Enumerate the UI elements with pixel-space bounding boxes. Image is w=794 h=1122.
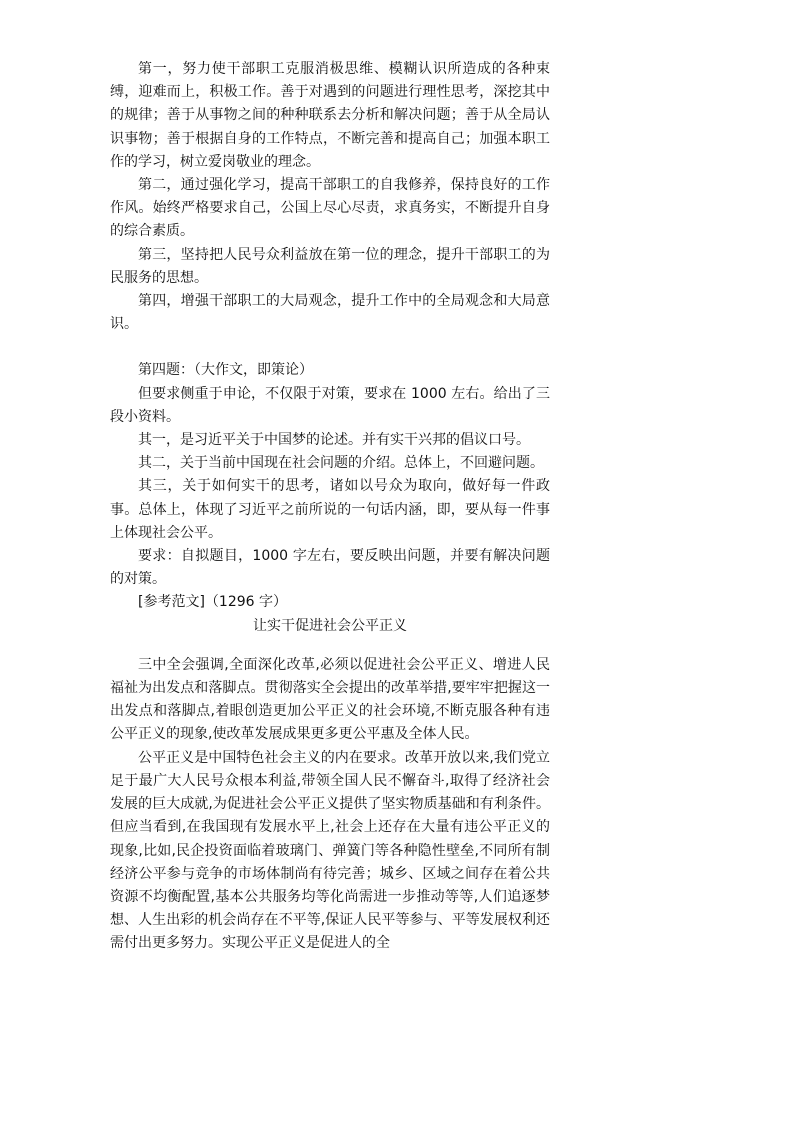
question-paragraph-3: 其二，关于当前中国现在社会问题的介绍。总体上，不回避问题。: [138, 455, 544, 472]
section1-paragraph-3: 第三，坚持把人民号众利益放在第一位的理念，提升干部职工的为民服务的思想。: [110, 246, 550, 286]
reference-label: [参考范文]（1296 字）: [138, 594, 288, 611]
essay-paragraph-2: 公平正义是中国特色社会主义的内在要求。改革开放以来,我们党立足于最广大人民号众根本利益,带领全国人民不懈奋斗,取得了经济社会发展的巨大成就,为促进社会公平正义提供了坚实物质基础和有利条件。但应当看到,在我国现有发展水平上,社会上还存在大量有违公平正义的现象,比如,民企投资面临着玻璃门、弹簧门等各种隐性壁垒,不同所有制经济公平参与竞争的市场体制尚有待完善；城乡、区域之间存在着公共资源不均衡配置,基本公共服务均等化尚需进一步推动等等,人们追逐梦想、人生出彩的机会尚存在不平等,保证人民平等参与、平等发展权利还需付出更多努力。实现公平正义是促进人的全: [110, 749, 550, 952]
section1-paragraph-4: 第四，增强干部职工的大局观念，提升工作中的全局观念和大局意识。: [110, 293, 550, 333]
section1-paragraph-1: 第一，努力使干部职工克服消极思维、模糊认识所造成的各种束缚，迎难而上，积极工作。善于对遇到的问题进行理性思考，深挖其中的规律；善于从事物之间的种种联系去分析和解决问题；善于从全局认识事物；善于根据自身的工作特点，不断完善和提高自己；加强本职工作的学习，树立爱岗敬业的理念。: [110, 61, 550, 170]
essay-title: 让实干促进社会公平正义: [253, 617, 407, 634]
essay-paragraph-1: 三中全会强调,全面深化改革,必须以促进社会公平正义、增进人民福祉为出发点和落脚点。贯彻落实全会提出的改革举措,要牢牢把握这一出发点和落脚点,着眼创造更加公平正义的社会环境,不断克服各种有违公平正义的现象,使改革发展成果更多更公平惠及全体人民。: [110, 656, 550, 743]
question-heading: 第四题：（大作文，即策论）: [138, 362, 313, 379]
blank-line: [110, 336, 550, 359]
question-paragraph-1: 但要求侧重于申论，不仅限于对策，要求在 1000 左右。给出了三段小资料。: [110, 385, 550, 425]
document-body: [110, 58, 550, 956]
question-paragraph-2: 其一，是习近平关于中国梦的论述。并有实干兴邦的倡议口号。: [138, 432, 530, 449]
section1-paragraph-2: 第二，通过强化学习，提高干部职工的自我修养，保持良好的工作作风。始终严格要求自己，公国上尽心尽责，求真务实，不断提升自身的综合素质。: [110, 177, 550, 240]
question-paragraph-5: 要求：自拟题目，1000 字左右，要反映出问题，并要有解决问题的对策。: [110, 548, 550, 588]
title-spacing: [110, 638, 550, 654]
question-paragraph-4: 其三，关于如何实干的思考，诸如以号众为取向，做好每一件政事。总体上，体现了习近平之前所说的一句话内涵，即，要从每一件事上体现社会公平。: [110, 478, 550, 541]
